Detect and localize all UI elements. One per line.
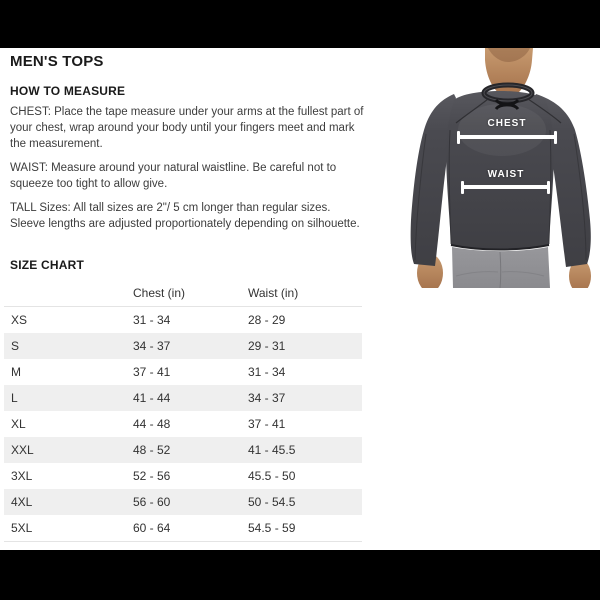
waist-cell: 29 - 31 <box>248 339 286 353</box>
table-row <box>4 385 362 411</box>
table-row <box>4 411 362 437</box>
chest-cell: 37 - 41 <box>133 365 171 379</box>
chest-cell: 60 - 64 <box>133 521 171 535</box>
tall-sizes-instruction-text: TALL Sizes: All tall sizes are 2"/ 5 cm longer than regular sizes. Sleeve lengths are adjusted proportionately depending on silhouette. <box>10 202 360 230</box>
chest-cell: 34 - 37 <box>133 339 171 353</box>
size-cell: XS <box>11 313 28 327</box>
waist-measure-label: WAIST <box>487 169 525 180</box>
table-row <box>4 307 362 333</box>
size-cell: XXL <box>11 443 34 457</box>
waist-column-header: Waist (in) <box>248 286 299 300</box>
measurement-model-image <box>390 48 600 288</box>
waist-cell: 41 - 45.5 <box>248 443 296 457</box>
letterbox-top-bar <box>0 0 600 48</box>
table-row <box>4 463 362 489</box>
waist-instruction-text: WAIST: Measure around your natural waistline. Be careful not to squeeze too tight to allow give. <box>10 162 337 190</box>
letterbox-bottom-bar <box>0 550 600 600</box>
size-cell: 5XL <box>11 521 33 535</box>
table-row <box>4 437 362 463</box>
waist-cell: 45.5 - 50 <box>248 469 296 483</box>
chest-cell: 41 - 44 <box>133 391 171 405</box>
waist-cell: 50 - 54.5 <box>248 495 296 509</box>
waist-cell: 28 - 29 <box>248 313 286 327</box>
chest-cell: 31 - 34 <box>133 313 171 327</box>
table-row <box>4 515 362 541</box>
chest-cell: 56 - 60 <box>133 495 171 509</box>
how-to-measure-heading: HOW TO MEASURE <box>10 84 126 98</box>
table-row <box>4 489 362 515</box>
chest-cell: 52 - 56 <box>133 469 171 483</box>
table-row <box>4 359 362 385</box>
waist-cell: 54.5 - 59 <box>248 521 296 535</box>
size-cell: M <box>11 365 21 379</box>
size-cell: L <box>11 391 18 405</box>
waist-cell: 31 - 34 <box>248 365 286 379</box>
chest-column-header: Chest (in) <box>133 286 186 300</box>
table-row <box>4 333 362 359</box>
size-cell: 4XL <box>11 495 33 509</box>
size-cell: XL <box>11 417 26 431</box>
model-torso-illustration <box>390 48 600 288</box>
chest-cell: 48 - 52 <box>133 443 171 457</box>
waist-cell: 34 - 37 <box>248 391 286 405</box>
size-chart-table <box>4 280 362 542</box>
waist-cell: 37 - 41 <box>248 417 286 431</box>
chest-measure-label: CHEST <box>487 118 527 129</box>
size-cell: S <box>11 339 20 353</box>
size-cell: 3XL <box>11 469 33 483</box>
page-title: MEN'S TOPS <box>10 53 104 70</box>
size-chart-heading: SIZE CHART <box>10 258 84 272</box>
chest-cell: 44 - 48 <box>133 417 171 431</box>
chest-instruction-text: CHEST: Place the tape measure under your arms at the fullest part of your chest, wrap around your body until your fingers meet and mark the measurement. <box>10 106 364 150</box>
table-header-row <box>4 280 362 307</box>
